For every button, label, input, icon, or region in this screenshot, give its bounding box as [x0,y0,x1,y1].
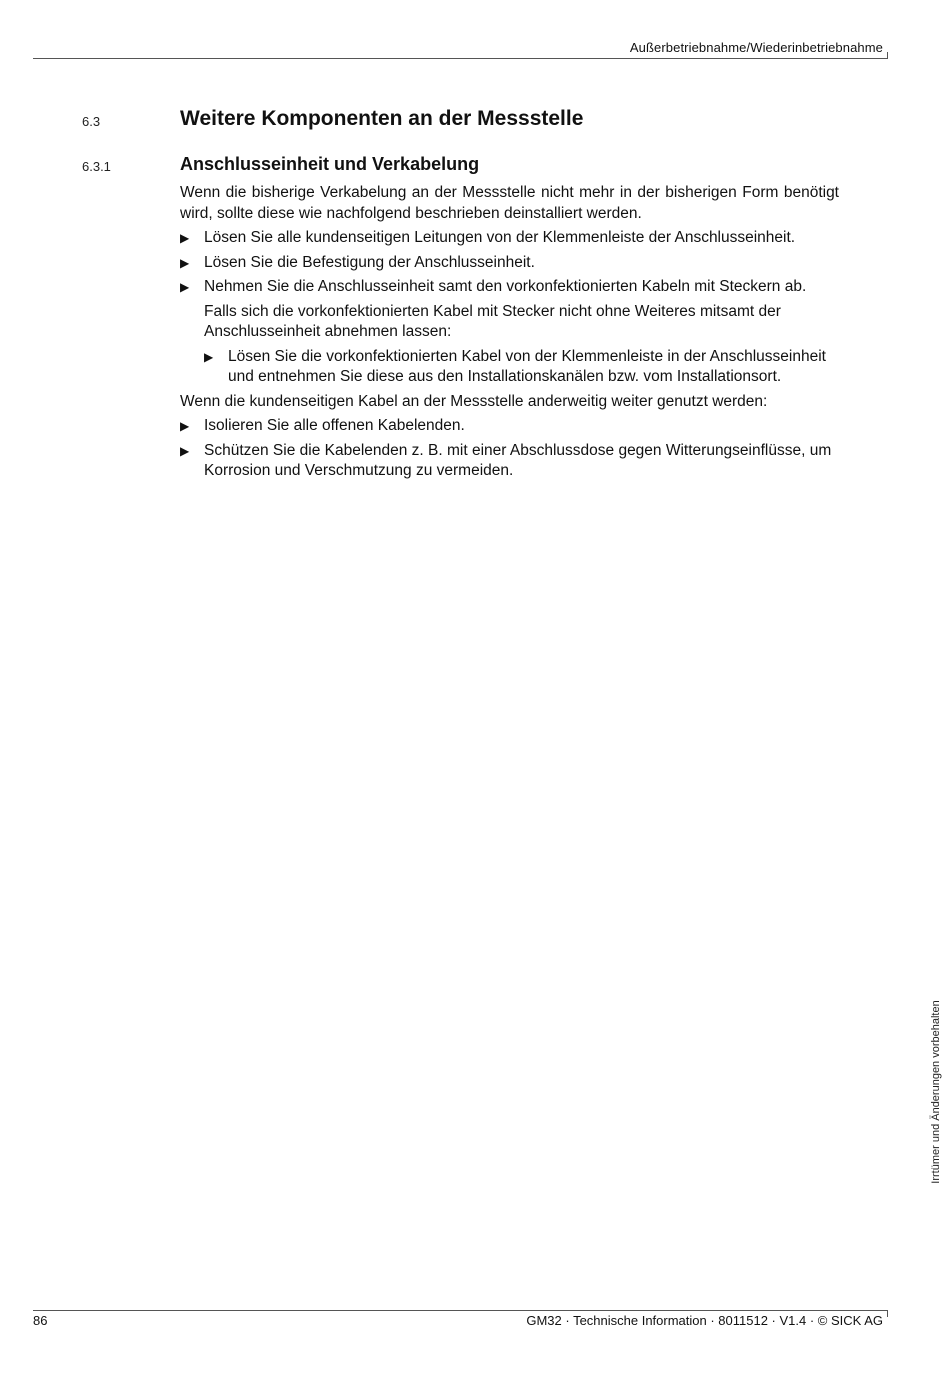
step-text: Nehmen Sie die Anschlusseinheit samt den vorkonfektionierten Kabeln mit Steckern ab. [204,278,807,295]
footer-tick [887,1310,888,1317]
list-item [180,228,839,249]
page-number: 86 [33,1313,48,1328]
header-tick [887,52,888,59]
list-item [180,416,839,437]
footer-text: GM32 · Technische Information · 8011512 · V1.4 · © SICK AG [526,1313,883,1328]
arrow-icon: ▶ [180,231,190,245]
list-item [180,347,839,388]
arrow-icon: ▶ [180,255,190,270]
list-item [180,441,839,482]
note-paragraph: Falls sich die vorkonfektionierten Kabel mit Stecker nicht ohne Weiteres mitsamt der Anschlusseinheit abnehmen lassen: [204,302,781,340]
subsection-title: Anschlusseinheit und Verkabelung [180,154,480,174]
substep-text: Lösen Sie die vorkonfektionierten Kabel von der Klemmenleiste in der Anschlusseinheit und entnehmen Sie diese aus den Installationskanälen bzw. vom Installationsort. [228,347,826,385]
section-title: Weitere Komponenten an der Messstelle [180,107,584,130]
list-item [180,253,839,274]
step-text: Lösen Sie alle kundenseitigen Leitungen von der Klemmenleiste der Anschlusseinheit. [204,229,796,246]
subsection-number: 6.3.1 [82,159,111,174]
header-title: Außerbetriebnahme/Wiederinbetriebnahme [629,40,883,55]
intro-paragraph: Wenn die bisherige Verkabelung an der Messstelle nicht mehr in der bisherigen Form benötigt wird, sollte diese wie nachfolgend beschrieben deinstalliert werden. [180,184,839,222]
arrow-icon: ▶ [204,349,214,364]
step-text: Schützen Sie die Kabelenden z. B. mit einer Abschlussdose gegen Witterungseinflüsse, um Korrosion und Verschmutzung zu vermeiden. [204,441,832,479]
arrow-icon: ▶ [180,419,190,433]
body-content [180,183,839,486]
arrow-icon: ▶ [180,443,190,458]
section-number: 6.3 [82,114,101,129]
side-note: Irrtümer und Änderungen vorbehalten [930,1000,942,1184]
step-text: Lösen Sie die Befestigung der Anschlusseinheit. [204,253,535,271]
arrow-icon: ▶ [180,280,190,294]
header-rule [33,58,888,59]
footer-rule [33,1310,888,1311]
step-text: Isolieren Sie alle offenen Kabelenden. [204,417,465,434]
intro2-paragraph: Wenn die kundenseitigen Kabel an der Messstelle anderweitig weiter genutzt werden: [180,392,768,410]
list-item [180,277,839,298]
